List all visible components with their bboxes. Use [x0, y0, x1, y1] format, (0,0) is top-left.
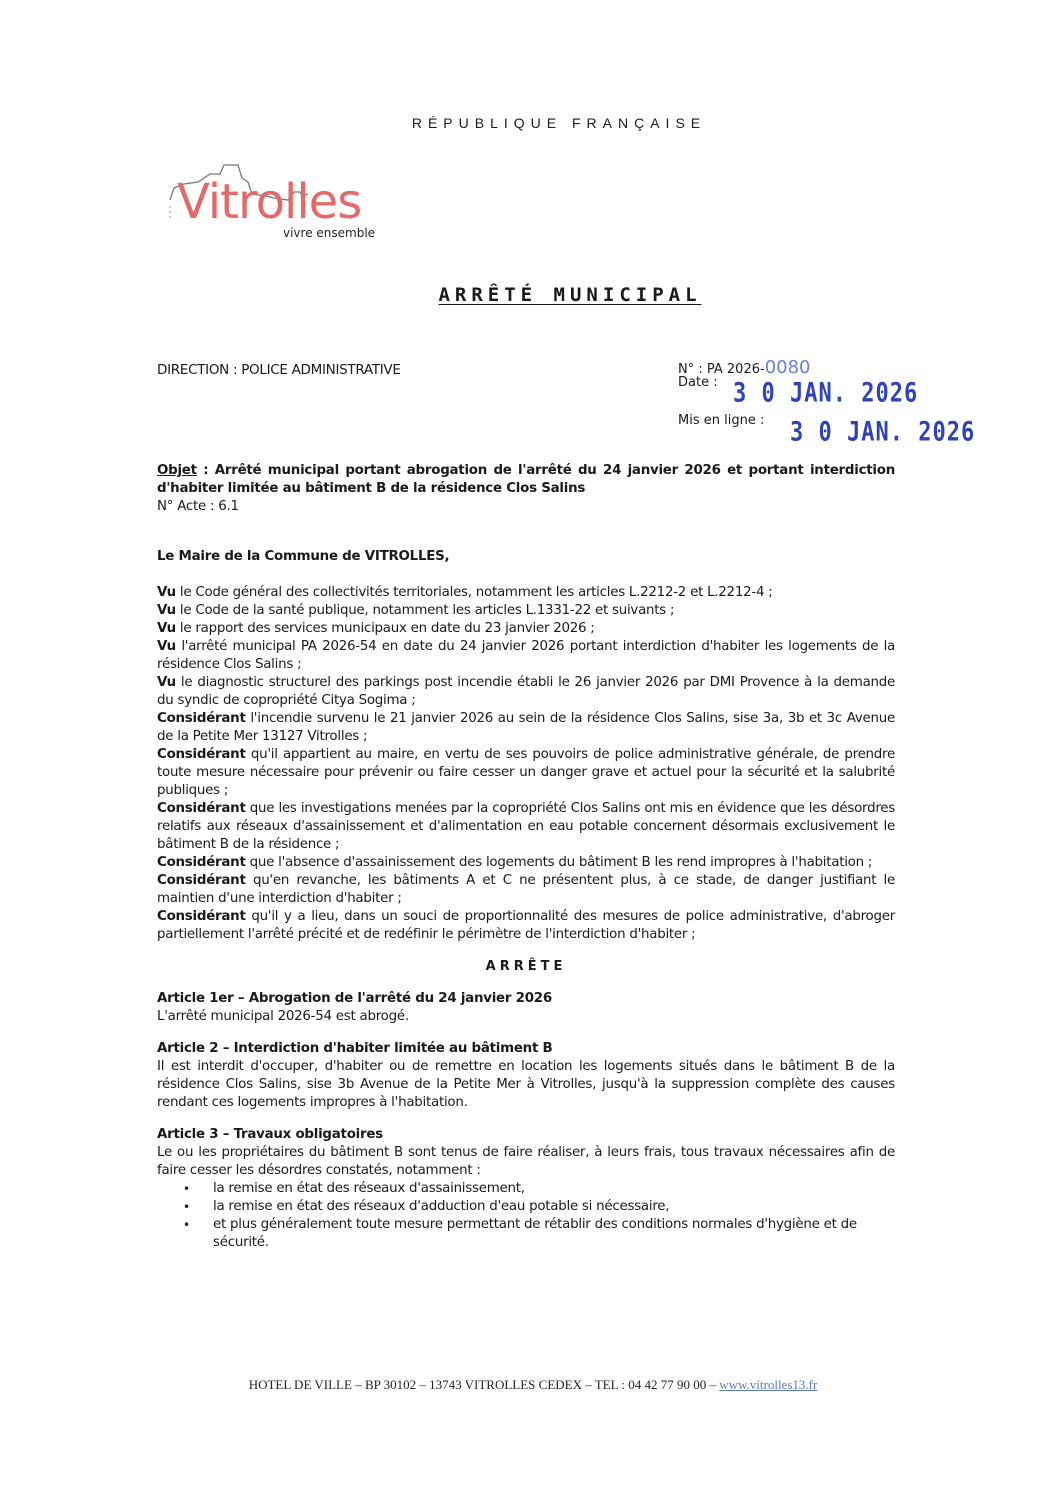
visa-text: le diagnostic structurel des parkings post incendie établi le 26 janvier 2026 par DMI Provence à la demande du syndic de copropriété Citya Sogima ;: [157, 675, 895, 708]
objet-text: : Arrêté municipal portant abrogation de l'arrêté du 24 janvier 2026 et portant interdiction d'habiter limitée au bâtiment B de la résidence Clos Salins: [157, 463, 895, 496]
works-list-item: • la remise en état des réseaux d'adduction d'eau potable si nécessaire,: [213, 1198, 895, 1216]
republique-francaise-header: RÉPUBLIQUE FRANÇAISE: [411, 115, 707, 131]
visa-item: [157, 620, 895, 638]
visa-item: [157, 674, 895, 710]
article-2: [157, 1040, 895, 1112]
visa-item: [157, 638, 895, 674]
acte-number: N° Acte : 6.1: [157, 499, 239, 514]
footer-text: HOTEL DE VILLE – BP 30102 – 13743 VITROLLES CEDEX – TEL : 04 42 77 90 00 –: [248, 1377, 720, 1392]
works-list-item: • la remise en état des réseaux d'assainissement,: [213, 1180, 895, 1198]
visa-keyword: Vu: [157, 585, 176, 600]
considerant-keyword: Considérant: [157, 801, 246, 816]
works-list-item: • et plus généralement toute mesure permettant de rétablir des conditions normales d'hygiène et de sécurité.: [213, 1216, 895, 1252]
article-3: [157, 1126, 895, 1252]
considerant-keyword: Considérant: [157, 909, 246, 924]
considerant-text: qu'en revanche, les bâtiments A et C ne présentent plus, à ce stade, de danger justifiant le maintien d'une interdiction d'habiter ;: [157, 873, 895, 906]
visas-list: [157, 584, 895, 944]
considerant-text: que l'absence d'assainissement des logements du bâtiment B les rend impropres à l'habitation ;: [245, 855, 873, 870]
visa-keyword: Vu: [157, 675, 176, 690]
considerant-keyword: Considérant: [157, 855, 246, 870]
visa-text: l'arrêté municipal PA 2026-54 en date du 24 janvier 2026 portant interdiction d'habiter les logements de la résidence Clos Salins ;: [157, 639, 895, 672]
article-title: Article 1er – Abrogation de l'arrêté du 24 janvier 2026: [157, 991, 552, 1006]
footer-address: [0, 1377, 1058, 1393]
considerant-text: qu'il appartient au maire, en vertu de ses pouvoirs de police administrative générale, de prendre toute mesure nécessaire pour prévenir ou faire cesser un danger grave et actuel pour la sécurité et la salubrité publiques ;: [157, 747, 895, 798]
logo-tagline: vivre ensemble: [283, 226, 376, 240]
handwritten-number: 0080: [764, 357, 811, 378]
objet-paragraph: [157, 462, 895, 498]
article-body: L'arrêté municipal 2026-54 est abrogé.: [157, 1009, 409, 1024]
article-title: Article 2 – Interdiction d'habiter limitée au bâtiment B: [157, 1041, 553, 1056]
visa-keyword: Vu: [157, 639, 176, 654]
considerant-item: [157, 908, 895, 944]
website-link[interactable]: www.vitrolles13.fr: [719, 1377, 818, 1392]
considerant-keyword: Considérant: [157, 747, 246, 762]
maire-heading: Le Maire de la Commune de VITROLLES,: [157, 549, 450, 564]
considerant-text: l'incendie survenu le 21 janvier 2026 au sein de la résidence Clos Salins, sise 3a, 3b et 3c Avenue de la Petite Mer 13127 Vitrolles ;: [157, 711, 895, 744]
logo-wordmark: Vitrolles: [177, 174, 362, 230]
article-1: [157, 990, 895, 1026]
date-label: Date :: [678, 375, 718, 390]
considerant-item: [157, 710, 895, 746]
considerant-keyword: Considérant: [157, 711, 246, 726]
objet-label: Objet: [157, 463, 197, 478]
online-label: Mis en ligne :: [678, 413, 765, 428]
considerant-item: [157, 854, 895, 872]
visa-text: le Code de la santé publique, notamment les articles L.1331-22 et suivants ;: [175, 603, 675, 618]
online-stamp: 3 0 JAN. 2026: [790, 417, 976, 448]
considerant-keyword: Considérant: [157, 873, 246, 888]
visa-keyword: Vu: [157, 603, 176, 618]
considerant-item: [157, 800, 895, 854]
visa-item: [157, 602, 895, 620]
works-list: [157, 1180, 895, 1252]
considerant-item: [157, 872, 895, 908]
article-title: Article 3 – Travaux obligatoires: [157, 1127, 383, 1142]
article-body: Il est interdit d'occuper, d'habiter ou de remettre en location les logements situés dans le bâtiment B de la résidence Clos Salins, sise 3b Avenue de la Petite Mer à Vitrolles, jusqu'à la suppression complète des causes rendant ces logements impropres à l'habitation.: [157, 1059, 895, 1110]
visa-keyword: Vu: [157, 621, 176, 636]
vitrolles-logo: [168, 160, 408, 245]
direction-label: DIRECTION : POLICE ADMINISTRATIVE: [157, 362, 401, 378]
considerant-text: que les investigations menées par la copropriété Clos Salins ont mis en évidence que les désordres relatifs aux réseaux d'assainissement et d'alimentation en eau potable concernent désormais exclusivement le bâtiment B de la résidence ;: [157, 801, 895, 852]
visa-text: le Code général des collectivités territoriales, notamment les articles L.2212-2 et L.2212-4 ;: [175, 585, 773, 600]
visa-text: le rapport des services municipaux en date du 23 janvier 2026 ;: [175, 621, 595, 636]
considerant-text: qu'il y a lieu, dans un souci de proportionnalité des mesures de police administrative, d'abroger partiellement l'arrêté précité et de redéfinir le périmètre de l'interdiction d'habiter ;: [157, 909, 895, 942]
date-stamp: 3 0 JAN. 2026: [733, 378, 919, 409]
article-body: Le ou les propriétaires du bâtiment B sont tenus de faire réaliser, à leurs frais, tous travaux nécessaires afin de faire cesser les désordres constatés, notamment :: [157, 1145, 895, 1178]
visa-item: [157, 584, 895, 602]
document-body: [157, 462, 895, 1266]
arrete-number-label: N° : PA 2026-: [678, 362, 765, 377]
document-title: ARRÊTÉ MUNICIPAL: [438, 284, 702, 306]
considerant-item: [157, 746, 895, 800]
arrete-heading: ARRÊTE: [485, 959, 567, 974]
